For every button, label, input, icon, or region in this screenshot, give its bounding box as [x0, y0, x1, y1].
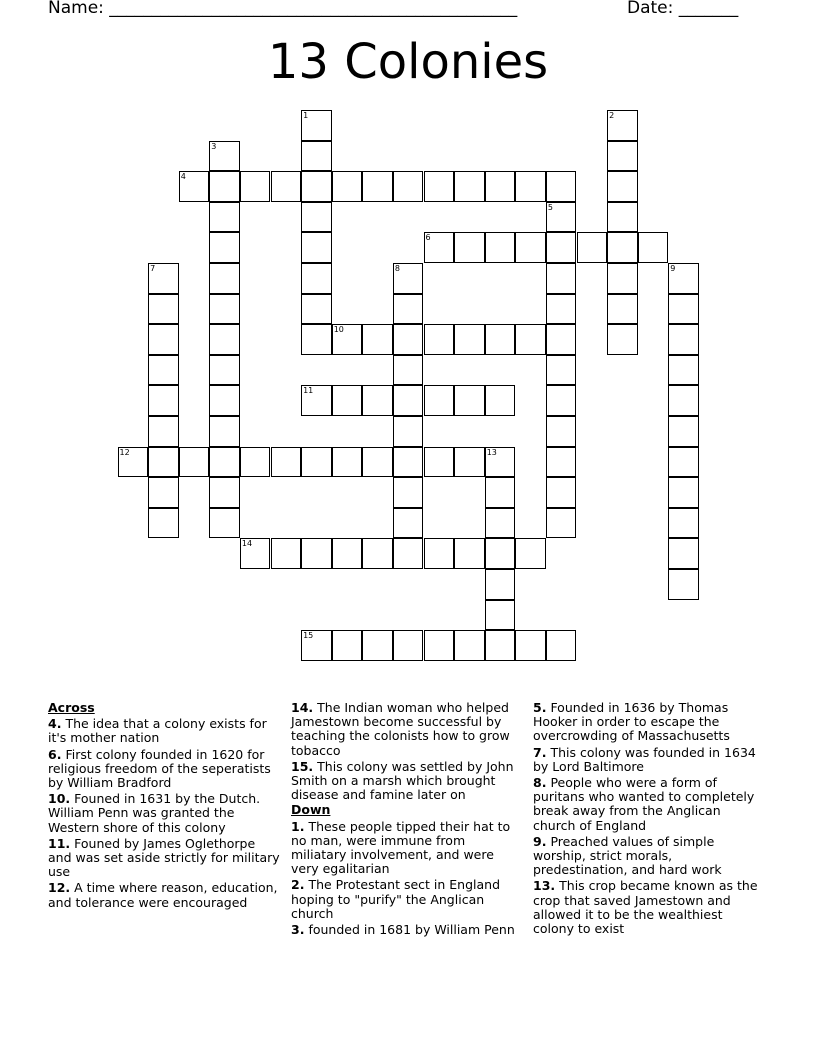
down-clue: 7. This colony was founded in 1634 by Lord Baltimore: [533, 744, 756, 774]
clue-number: 11: [303, 386, 314, 396]
crossword-cell[interactable]: [607, 263, 638, 294]
clue-number: 2: [609, 111, 615, 120]
crossword-cell[interactable]: [485, 385, 516, 416]
crossword-cell[interactable]: [362, 171, 393, 202]
crossword-cell[interactable]: [577, 232, 608, 263]
crossword-cell[interactable]: [393, 447, 424, 478]
crossword-cell[interactable]: [209, 263, 240, 294]
across-clue: 10. Founed in 1631 by the Dutch. William Penn was granted the Western shore of this colony: [48, 791, 261, 835]
crossword-cell[interactable]: [546, 202, 577, 233]
crossword-cell[interactable]: [668, 538, 699, 569]
crossword-cell[interactable]: [209, 171, 240, 202]
crossword-cell[interactable]: [179, 447, 210, 478]
crossword-cell[interactable]: [454, 171, 485, 202]
crossword-cell[interactable]: [424, 630, 455, 661]
crossword-cell[interactable]: [362, 447, 393, 478]
crossword-cell[interactable]: [271, 538, 302, 569]
crossword-cell[interactable]: [454, 630, 485, 661]
crossword-cell[interactable]: [209, 141, 240, 172]
crossword-cell[interactable]: [209, 385, 240, 416]
crossword-cell[interactable]: [209, 416, 240, 447]
crossword-cell[interactable]: [454, 232, 485, 263]
crossword-cell[interactable]: [362, 385, 393, 416]
clue-number: 3: [211, 141, 217, 151]
crossword-cell[interactable]: [607, 110, 638, 141]
crossword-cell[interactable]: [546, 508, 577, 539]
crossword-cell[interactable]: [607, 202, 638, 233]
crossword-cell[interactable]: [209, 477, 240, 508]
crossword-cell[interactable]: [393, 324, 424, 355]
crossword-cell[interactable]: [485, 630, 516, 661]
across-clue: 11. Founed by James Oglethorpe and was set aside strictly for military use: [48, 835, 280, 880]
crossword-cell[interactable]: [301, 630, 332, 661]
crossword-cell[interactable]: [362, 630, 393, 661]
across-clue: 12. A time where reason, education, and tolerance were encouraged: [48, 880, 278, 910]
across-clue: 15. This colony was settled by John Smith on a marsh which brought disease and famine later on: [291, 758, 514, 803]
crossword-cell[interactable]: [240, 171, 271, 202]
crossword-cell[interactable]: [301, 110, 332, 141]
crossword-cell[interactable]: [607, 232, 638, 263]
crossword-cell[interactable]: [546, 232, 577, 263]
crossword-cell[interactable]: [393, 416, 424, 447]
clues-column-2: [291, 700, 523, 937]
crossword-cell[interactable]: [393, 171, 424, 202]
crossword-cell[interactable]: [485, 508, 516, 539]
crossword-cell[interactable]: [301, 324, 332, 355]
crossword-cell[interactable]: [485, 600, 516, 631]
crossword-cell[interactable]: [515, 324, 546, 355]
crossword-cell[interactable]: [332, 447, 363, 478]
clue-number: 4: [180, 172, 186, 182]
down-clue: 8. People who were a form of puritans who wanted to completely break away from the Anglican church of England: [533, 775, 755, 833]
crossword-cell[interactable]: [301, 294, 332, 325]
clue-number: 5: [547, 202, 553, 212]
crossword-cell[interactable]: [301, 263, 332, 294]
crossword-cell[interactable]: [668, 263, 699, 294]
crossword-cell[interactable]: [424, 538, 455, 569]
crossword-cell[interactable]: [546, 447, 577, 478]
crossword-cell[interactable]: [332, 171, 363, 202]
down-clue: 5. Founded in 1636 by Thomas Hooker in order to escape the overcrowding of Massachusetts: [533, 700, 730, 744]
crossword-cell[interactable]: [301, 141, 332, 172]
crossword-cell[interactable]: [546, 630, 577, 661]
crossword-cell[interactable]: [485, 477, 516, 508]
crossword-cell[interactable]: [301, 447, 332, 478]
crossword-cell[interactable]: [515, 538, 546, 569]
crossword-cell[interactable]: [668, 508, 699, 539]
clue-number: 7: [150, 264, 156, 273]
crossword-cell[interactable]: [148, 355, 179, 386]
crossword-cell[interactable]: [393, 294, 424, 325]
crossword-cell[interactable]: [301, 202, 332, 233]
crossword-cell[interactable]: [393, 477, 424, 508]
crossword-cell[interactable]: [485, 171, 516, 202]
crossword-cell[interactable]: [148, 447, 179, 478]
crossword-cell[interactable]: [301, 171, 332, 202]
crossword-cell[interactable]: [668, 324, 699, 355]
crossword-cell[interactable]: [301, 385, 332, 416]
crossword-cell[interactable]: [332, 630, 363, 661]
crossword-cell[interactable]: [362, 324, 393, 355]
crossword-cell[interactable]: [209, 324, 240, 355]
crossword-cell[interactable]: [393, 508, 424, 539]
crossword-cell[interactable]: [607, 171, 638, 202]
crossword-cell[interactable]: [240, 538, 271, 569]
crossword-cell[interactable]: [485, 232, 516, 263]
down-heading: Down: [291, 802, 331, 818]
crossword-cell[interactable]: [424, 385, 455, 416]
crossword-cell[interactable]: [148, 416, 179, 447]
crossword-cell[interactable]: [393, 355, 424, 386]
crossword-cell[interactable]: [607, 141, 638, 172]
crossword-cell[interactable]: [546, 171, 577, 202]
crossword-cell[interactable]: [424, 447, 455, 478]
across-clue: 14. The Indian woman who helped Jamestown become successful by teaching the colonists how to grow tobacco: [291, 700, 510, 758]
clue-number: 13: [486, 447, 497, 457]
clue-number: 15: [303, 631, 314, 641]
crossword-cell[interactable]: [271, 447, 302, 478]
crossword-cell[interactable]: [209, 294, 240, 325]
crossword-cell[interactable]: [209, 232, 240, 263]
crossword-cell[interactable]: [148, 263, 179, 294]
crossword-cell[interactable]: [240, 447, 271, 478]
crossword-cell[interactable]: [668, 447, 699, 478]
clues-column-3: [533, 700, 765, 936]
crossword-cell[interactable]: [332, 324, 363, 355]
date-label: Date:: [627, 0, 674, 18]
clue-number: 1: [303, 111, 309, 120]
crossword-cell[interactable]: [393, 630, 424, 661]
crossword-cell[interactable]: [546, 385, 577, 416]
crossword-cell[interactable]: [485, 569, 516, 600]
clue-number: 8: [394, 264, 400, 273]
crossword-cell[interactable]: [393, 263, 424, 294]
date-blank[interactable]: _______: [678, 0, 739, 18]
crossword-cell[interactable]: [148, 294, 179, 325]
crossword-cell[interactable]: [332, 538, 363, 569]
crossword-cell[interactable]: [546, 355, 577, 386]
crossword-cell[interactable]: [485, 447, 516, 478]
down-clue: 1. These people tipped their hat to no man, were immune from miliatary involvement, and were very egalitarian: [291, 818, 511, 877]
crossword-cell[interactable]: [546, 263, 577, 294]
crossword-cell[interactable]: [424, 324, 455, 355]
name-label: Name:: [48, 0, 104, 18]
crossword-cell[interactable]: [515, 232, 546, 263]
crossword-cell[interactable]: [485, 324, 516, 355]
clues-column-1: [48, 700, 280, 910]
crossword-cell[interactable]: [271, 171, 302, 202]
crossword-cell[interactable]: [668, 416, 699, 447]
page-title: 13 Colonies: [267, 34, 549, 90]
name-blank[interactable]: ________________________________________________: [109, 0, 518, 18]
clue-number: 9: [670, 264, 676, 273]
clue-number: 6: [425, 233, 431, 243]
down-clue: 3. founded in 1681 by William Penn: [291, 922, 515, 938]
crossword-cell[interactable]: [148, 385, 179, 416]
clue-number: 12: [119, 447, 130, 457]
crossword-cell[interactable]: [668, 477, 699, 508]
crossword-cell[interactable]: [148, 477, 179, 508]
crossword-cell[interactable]: [546, 294, 577, 325]
clue-number: 10: [333, 325, 344, 335]
crossword-cell[interactable]: [607, 324, 638, 355]
crossword-cell[interactable]: [607, 294, 638, 325]
crossword-cell[interactable]: [668, 294, 699, 325]
crossword-cell[interactable]: [546, 416, 577, 447]
crossword-cell[interactable]: [454, 385, 485, 416]
crossword-cell[interactable]: [179, 171, 210, 202]
crossword-cell[interactable]: [393, 385, 424, 416]
crossword-cell[interactable]: [209, 202, 240, 233]
crossword-cell[interactable]: [424, 171, 455, 202]
crossword-cell[interactable]: [148, 508, 179, 539]
crossword-cell[interactable]: [454, 324, 485, 355]
crossword-cell[interactable]: [209, 447, 240, 478]
crossword-cell[interactable]: [209, 508, 240, 539]
crossword-cell[interactable]: [454, 538, 485, 569]
crossword-cell[interactable]: [668, 569, 699, 600]
crossword-cell[interactable]: [515, 171, 546, 202]
crossword-cell[interactable]: [546, 324, 577, 355]
crossword-cell[interactable]: [332, 385, 363, 416]
crossword-cell[interactable]: [118, 447, 149, 478]
across-clue: 4. The idea that a colony exists for it's mother nation: [48, 716, 267, 746]
crossword-cell[interactable]: [546, 477, 577, 508]
down-clue: 13. This crop became known as the crop that saved Jamestown and allowed it to be the wealthiest colony to exist: [533, 878, 758, 937]
crossword-cell[interactable]: [148, 324, 179, 355]
crossword-cell[interactable]: [301, 538, 332, 569]
across-clue: 6. First colony founded in 1620 for religious freedom of the seperatists by William Bradford: [48, 746, 271, 791]
clue-number: 14: [241, 539, 253, 549]
crossword-cell[interactable]: [393, 538, 424, 569]
down-clue: 9. Preached values of simple worship, strict morals, predestination, and hard work: [533, 833, 722, 878]
crossword-cell[interactable]: [485, 538, 516, 569]
crossword-cell[interactable]: [209, 355, 240, 386]
crossword-cell[interactable]: [362, 538, 393, 569]
down-clue: 2. The Protestant sect in England hoping to "purify" the Anglican church: [291, 877, 501, 921]
across-heading: Across: [48, 700, 95, 715]
crossword-cell[interactable]: [301, 232, 332, 263]
crossword-cell[interactable]: [638, 232, 669, 263]
crossword-cell[interactable]: [515, 630, 546, 661]
crossword-cell[interactable]: [668, 355, 699, 386]
crossword-cell[interactable]: [424, 232, 455, 263]
crossword-cell[interactable]: [668, 385, 699, 416]
crossword-cell[interactable]: [454, 447, 485, 478]
